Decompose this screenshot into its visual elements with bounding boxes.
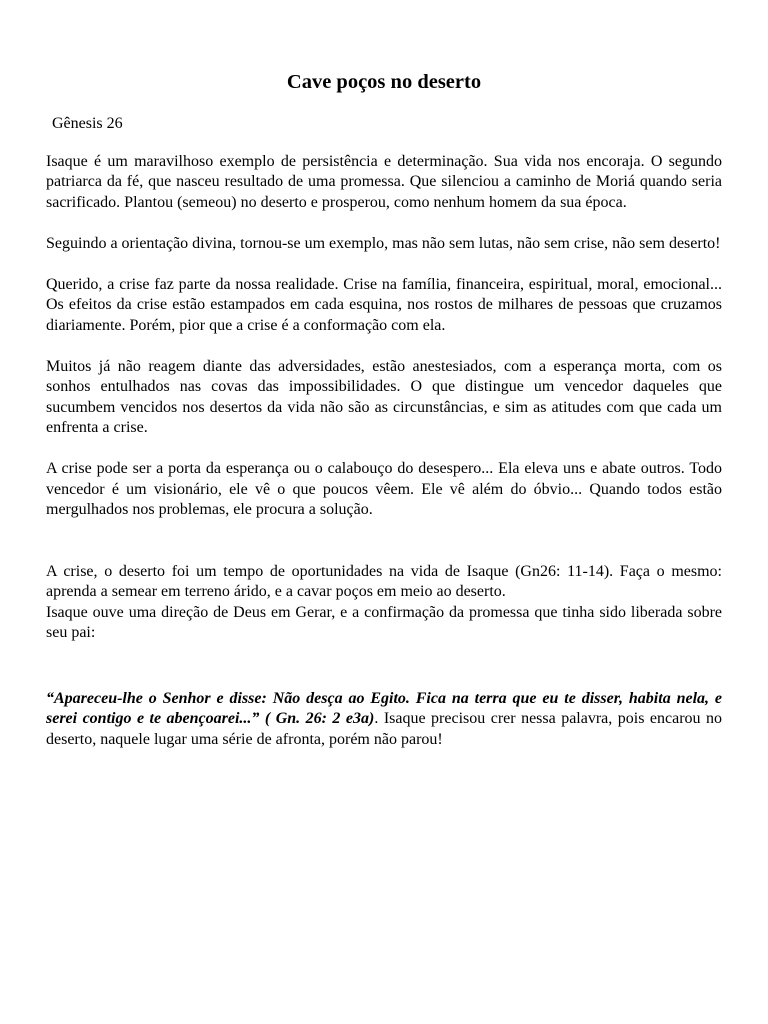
paragraph-hope-door: A crise pode ser a porta da esperança ou o calabouço do desespero... Ela eleva uns e abate outros. Todo vencedor é um visionário, ele vê o que poucos vêem. Ele vê além do óbvio... Quando todos estão mergulhados nos problemas, ele procura a solução. (46, 460, 722, 518)
paragraph-quote (46, 689, 722, 751)
paragraph-intro: Isaque é um maravilhoso exemplo de persistência e determinação. Sua vida nos encoraja. O segundo patriarca da fé, que nasceu resultado de uma promessa. Que silenciou a caminho de Moriá quando seria sacrificado. Plantou (semeou) no deserto e prosperou, como nenhum homem da sua época. (46, 152, 722, 211)
scripture-quote: “Apareceu-lhe o Senhor e disse: Não desça ao Egito. Fica na terra que eu te disser, habita nela, e serei contigo e te abençoarei...” ( Gn. 26: 2 e3a) (46, 689, 722, 727)
bible-reference: Gênesis 26 (52, 115, 123, 132)
paragraph-adversities: Muitos já não reagem diante das adversidades, estão anestesiados, com a esperança morta, com os sonhos entulhados nas covas das impossibilidades. O que distingue um vencedor daqueles que sucumbem vencidos nos desertos da vida não são as circunstâncias, e sim as atitudes com que cada um enfrenta a crise. (46, 357, 722, 436)
paragraph-direction: Isaque ouve uma direção de Deus em Gerar, e a confirmação da promessa que tinha sido liberada sobre seu pai: (46, 603, 722, 641)
paragraph-divine-guidance: Seguindo a orientação divina, tornou-se um exemplo, mas não sem lutas, não sem crise, não sem deserto! (46, 234, 721, 252)
quote-continuation: . Isaque precisou crer nessa palavra, pois encarou no deserto, naquele lugar uma série de afronta, porém não parou! (46, 710, 723, 748)
document-title: Cave poços no deserto (286, 71, 482, 93)
paragraph-opportunities: A crise, o deserto foi um tempo de oportunidades na vida de Isaque (Gn26: 11-14). Faça o mesmo: aprenda a semear em terreno árido, e a cavar poços em meio ao deserto. (46, 562, 722, 600)
paragraph-crisis-reality: Querido, a crise faz parte da nossa realidade. Crise na família, financeira, espiritual, moral, emocional... Os efeitos da crise estão estampados em cada esquina, nos rostos de milhares de pessoas que cruzamos diariamente. Porém, pior que a crise é a conformação com ela. (46, 275, 722, 334)
